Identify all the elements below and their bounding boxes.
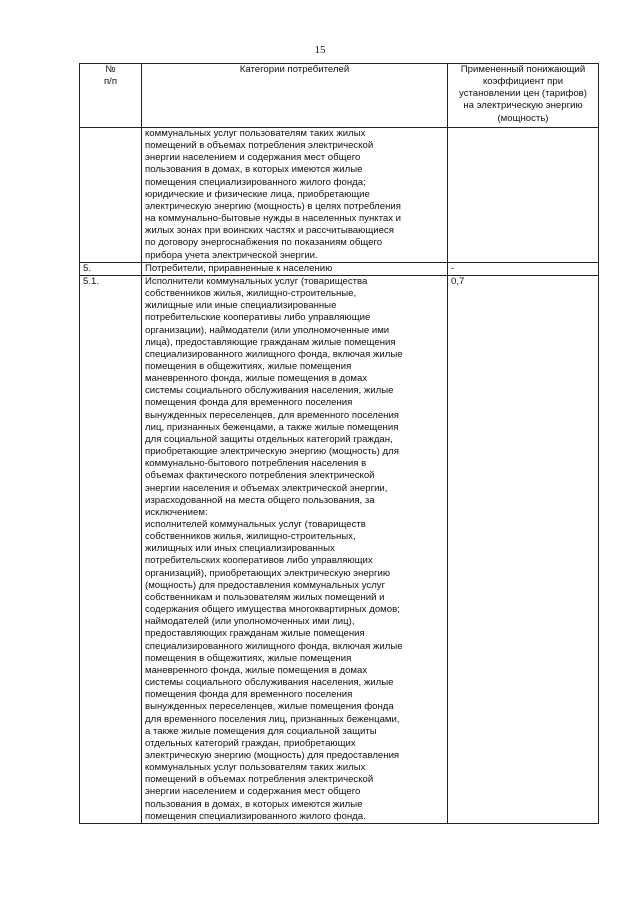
category-text-line: помещения фонда для временного поселения [145,689,353,701]
table-row [80,275,599,823]
header-line: п/п [103,76,118,88]
category-text-line: помещения специализированного жилого фонда. [145,810,366,822]
coefficients-table [79,63,599,824]
row-number-cell [80,128,142,263]
row-coefficient-cell: 0,7 [448,275,599,823]
header-num [80,64,142,128]
table-row [80,262,599,275]
header-line: (мощность) [497,112,549,124]
row-category-cell [142,262,448,275]
category-text-line: помещений в объемах потребления электрической [145,140,374,152]
category-text-line: пользования в домах, в которых имеются жилые [145,798,363,810]
category-text-line: энергии населением и содержания мест общего [145,152,361,164]
row-category-cell [142,128,448,263]
category-text-line: для временного поселения лиц, признанных беженцами, [145,713,400,725]
category-text-line: собственников жилья, жилищно-строительные, [145,288,357,300]
category-text-line: объемах фактического потребления электрической [145,470,375,482]
category-text-line: жилищных или иных специализированных [145,543,335,555]
category-text-line: на коммунально-бытовые нужды в населенных пунктах и [145,213,402,225]
category-text-line: прибора учета электрической энергии. [145,249,318,261]
category-text-line: коммунальных услуг пользователям таких жилых [145,762,366,774]
category-text-line: Исполнители коммунальных услуг (товарищества [145,275,368,287]
category-text-line: для социальной защиты отдельных категорий граждан, [145,433,393,445]
table-header-row [80,64,599,128]
category-text-line: (мощность) для предоставления коммунальных услуг [145,579,386,591]
category-text-line: специализированного жилищного фонда, включая жилые [145,640,403,652]
row-coefficient-cell [448,128,599,263]
category-text-line: лиц, признанных беженцами, а также жилые помещения [145,421,399,433]
category-text-line: помещений в объемах потребления электрической [145,774,374,786]
category-text-line: системы социального обслуживания населения, жилые [145,385,394,397]
category-text-line: маневренного фонда, жилые помещения в домах [145,664,368,676]
header-line: Примененный понижающий [460,64,586,75]
category-text-line: пользования в домах, в которых имеются жилые [145,164,363,176]
category-text-line: помещения специализированного жилого фонда; [145,176,366,188]
category-text-line: по договору энергоснабжения по показаниям общего [145,237,383,249]
category-text-line: электрическую энергию (мощность) для предоставления [145,749,400,761]
category-text-line: предоставляющих гражданам жилые помещения [145,628,365,640]
category-text-line: содержания общего имущества многоквартирных домов; [145,604,400,616]
category-text-line: коммунально-бытового потребления населения в [145,458,367,470]
category-text-line: израсходованной на места общего пользования, за [145,494,375,506]
category-text-line: организаций), приобретающих электрическую энергию [145,567,391,579]
header-line: Категории потребителей [239,64,350,75]
header-line: на электрическую энергию [463,100,583,112]
category-text-line: жилищные или иные специализированные [145,300,337,312]
category-text-line: собственников жилья, жилищно-строительных, [145,531,356,543]
row-number-cell: 5.1. [80,275,142,823]
header-line: № [105,64,116,75]
category-text-line: потребительских кооперативов либо управляющих [145,555,373,567]
category-text-line: маневренного фонда, жилые помещения в домах [145,373,368,385]
category-text-line: организации), наймодатели (или уполномоченные ими [145,324,390,336]
category-text-line: исполнителей коммунальных услуг (товариществ [145,519,366,530]
category-text-line: лица), предоставляющие гражданам жилые помещения [145,336,396,348]
category-text-line: собственникам и пользователям жилых помещений и [145,591,385,603]
category-text-line: отдельных категорий граждан, приобретающих [145,737,356,749]
category-text-line: энергии населения и объемах электрической энергии, [145,482,388,494]
row-coefficient-cell: - [448,262,599,275]
page-number: 15 [314,44,326,56]
category-text-line: Потребители, приравненные к населению [145,262,333,274]
category-text-line: вынужденных переселенцев, для временного поселения [145,409,400,421]
category-text-line: электрическую энергию (мощность) в целях потребления [145,200,401,212]
row-number-cell: 5. [80,262,142,275]
category-text-line: коммунальных услуг пользователям таких жилых [145,128,366,139]
category-text-line: помещения фонда для временного поселения [145,397,353,409]
category-text-line: специализированного жилищного фонда, включая жилые [145,348,403,360]
category-text-line: а также жилые помещения для социальной защиты [145,725,377,737]
category-text-line: системы социального обслуживания населения, жилые [145,677,394,689]
header-line: установлении цен (тарифов) [459,88,587,100]
category-text-line: наймодателей (или уполномоченных ими лиц), [145,616,355,628]
category-text-line: юридические и физические лица, приобретающие [145,188,370,200]
header-coefficient [448,64,599,128]
header-line: коэффициент при [482,76,564,88]
category-text-line: вынужденных переселенцев, жилые помещения фонда [145,701,394,713]
category-text-line: жилых зонах при воинских частях и рассчитывающиеся [145,225,394,237]
header-category [142,64,448,128]
category-text-line: помещения в общежитиях, жилые помещения [145,652,352,664]
category-text-line: исключением: [145,506,208,518]
category-text-line: приобретающие электрическую энергию (мощность) для [145,446,399,458]
category-text-line: помещения в общежитиях, жилые помещения [145,360,352,372]
table-row [80,128,599,263]
category-text-line: энергии населением и содержания мест общего [145,786,361,798]
row-category-cell [142,275,448,823]
category-text-line: потребительские кооперативы либо управляющие [145,312,371,324]
